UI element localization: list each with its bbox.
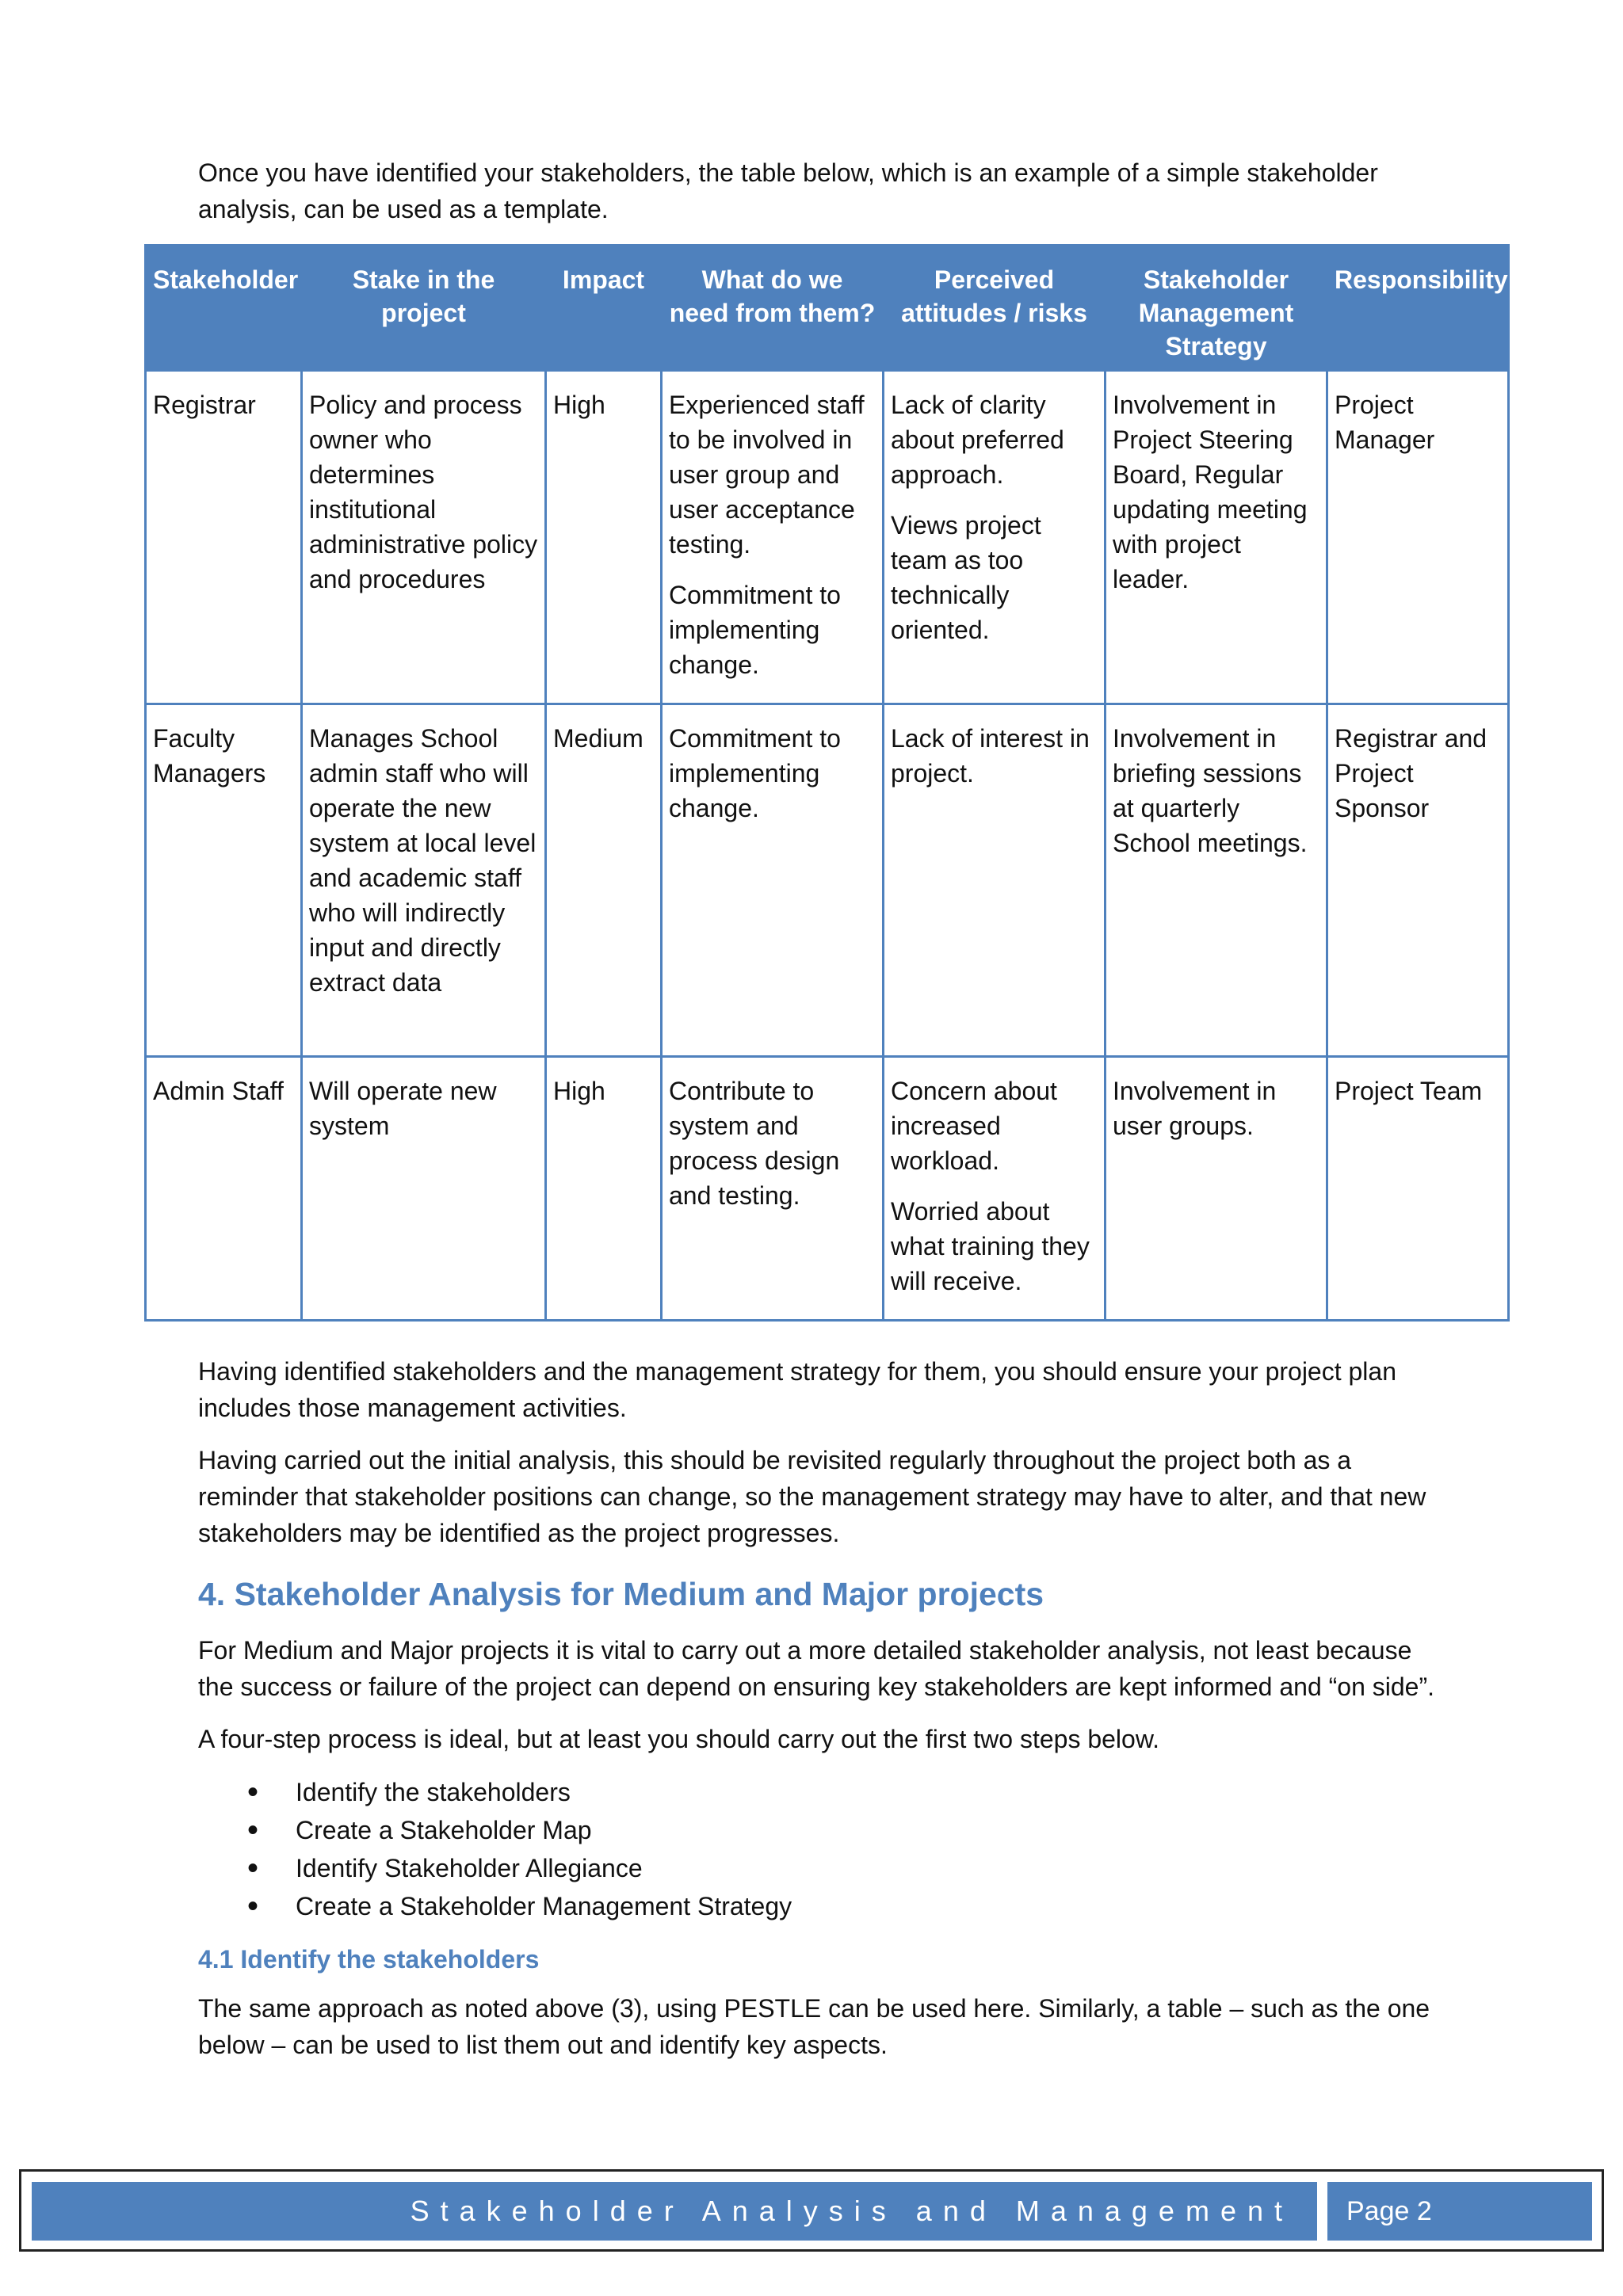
- cell-impact: High: [546, 1057, 662, 1321]
- footer-title: Stakeholder Analysis and Management: [32, 2182, 1317, 2241]
- list-item: • Create a Stakeholder Map: [198, 1811, 1434, 1849]
- body-text: [198, 1353, 1434, 2079]
- page-number: Page 2: [1327, 2182, 1592, 2241]
- list-item: • Identify the stakeholders: [198, 1773, 1434, 1811]
- cell-stakeholder: Registrar: [146, 371, 302, 704]
- cell-paragraph: Lack of clarity about preferred approach.: [891, 391, 1064, 489]
- table-row: [146, 704, 1509, 1057]
- cell-paragraph: Commitment to implementing change.: [669, 581, 841, 679]
- cell-strategy: Involvement in briefing sessions at quarterly School meetings.: [1106, 704, 1327, 1057]
- paragraph: For Medium and Major projects it is vital to carry out a more detailed stakeholder analysis, not least because the success or failure of the project can depend on ensuring key stakeholders are kept informed and “on side”.: [198, 1636, 1435, 1701]
- cell-attitudes: [884, 371, 1106, 704]
- cell-strategy: Involvement in user groups.: [1106, 1057, 1327, 1321]
- cell-paragraph: Worried about what training they will receive.: [891, 1197, 1090, 1295]
- cell-responsibility: Registrar and Project Sponsor: [1327, 704, 1509, 1057]
- intro-paragraph: Once you have identified your stakeholders, the table below, which is an example of a simple stakeholder analysis, can be used as a template.: [198, 158, 1378, 223]
- cell-need: [662, 371, 884, 704]
- cell-attitudes: [884, 704, 1106, 1057]
- table-header-row: [146, 244, 1509, 371]
- header-strategy: Stakeholder Management Strategy: [1106, 244, 1327, 371]
- cell-paragraph: Experienced staff to be involved in user group and user acceptance testing.: [669, 391, 865, 559]
- paragraph: Having identified stakeholders and the management strategy for them, you should ensure your project plan includes those management activities.: [198, 1357, 1396, 1422]
- cell-paragraph: Commitment to implementing change.: [669, 724, 841, 822]
- cell-paragraph: Concern about increased workload.: [891, 1077, 1057, 1175]
- cell-need: [662, 704, 884, 1057]
- paragraph: A four-step process is ideal, but at least you should carry out the first two steps below.: [198, 1725, 1160, 1753]
- paragraph: The same approach as noted above (3), using PESTLE can be used here. Similarly, a table – such as the one below – can be used to list them out and identify key aspects.: [198, 1994, 1430, 2059]
- cell-responsibility: Project Manager: [1327, 371, 1509, 704]
- cell-stakeholder: Faculty Managers: [146, 704, 302, 1057]
- table-row: [146, 371, 1509, 704]
- list-item: • Create a Stakeholder Management Strategy: [198, 1887, 1434, 1925]
- cell-stake: Manages School admin staff who will operate the new system at local level and academic staff who will indirectly input and directly extract data: [302, 704, 546, 1057]
- list-item: • Identify Stakeholder Allegiance: [198, 1849, 1434, 1887]
- cell-paragraph: Views project team as too technically oriented.: [891, 511, 1041, 644]
- cell-attitudes: [884, 1057, 1106, 1321]
- cell-strategy: Involvement in Project Steering Board, Regular updating meeting with project leader.: [1106, 371, 1327, 704]
- cell-stake: Will operate new system: [302, 1057, 546, 1321]
- header-impact: Impact: [546, 244, 662, 371]
- header-stakeholder: Stakeholder: [146, 244, 302, 371]
- cell-paragraph: Contribute to system and process design and testing.: [669, 1077, 840, 1210]
- cell-need: [662, 1057, 884, 1321]
- section-heading: 4. Stakeholder Analysis for Medium and Major projects: [198, 1576, 1044, 1612]
- subsection-heading: 4.1 Identify the stakeholders: [198, 1945, 540, 1974]
- stakeholder-table: [144, 244, 1510, 1322]
- stakeholder-table-container: [144, 244, 1507, 1322]
- cell-impact: High: [546, 371, 662, 704]
- header-stake: Stake in the project: [302, 244, 546, 371]
- cell-impact: Medium: [546, 704, 662, 1057]
- header-responsibility: Responsibility: [1327, 244, 1509, 371]
- header-need: What do we need from them?: [662, 244, 884, 371]
- page-footer: [19, 2169, 1604, 2252]
- cell-stake: Policy and process owner who determines institutional administrative policy and procedures: [302, 371, 546, 704]
- header-attitudes: Perceived attitudes / risks: [884, 244, 1106, 371]
- cell-stakeholder: Admin Staff: [146, 1057, 302, 1321]
- table-row: [146, 1057, 1509, 1321]
- paragraph: Having carried out the initial analysis, this should be revisited regularly throughout the project both as a reminder that stakeholder positions can change, so the management strategy may have to alter, and that new stakeholders may be identified as the project progresses.: [198, 1446, 1426, 1547]
- cell-paragraph: Lack of interest in project.: [891, 724, 1090, 788]
- cell-responsibility: Project Team: [1327, 1057, 1509, 1321]
- steps-list: [198, 1773, 1434, 1925]
